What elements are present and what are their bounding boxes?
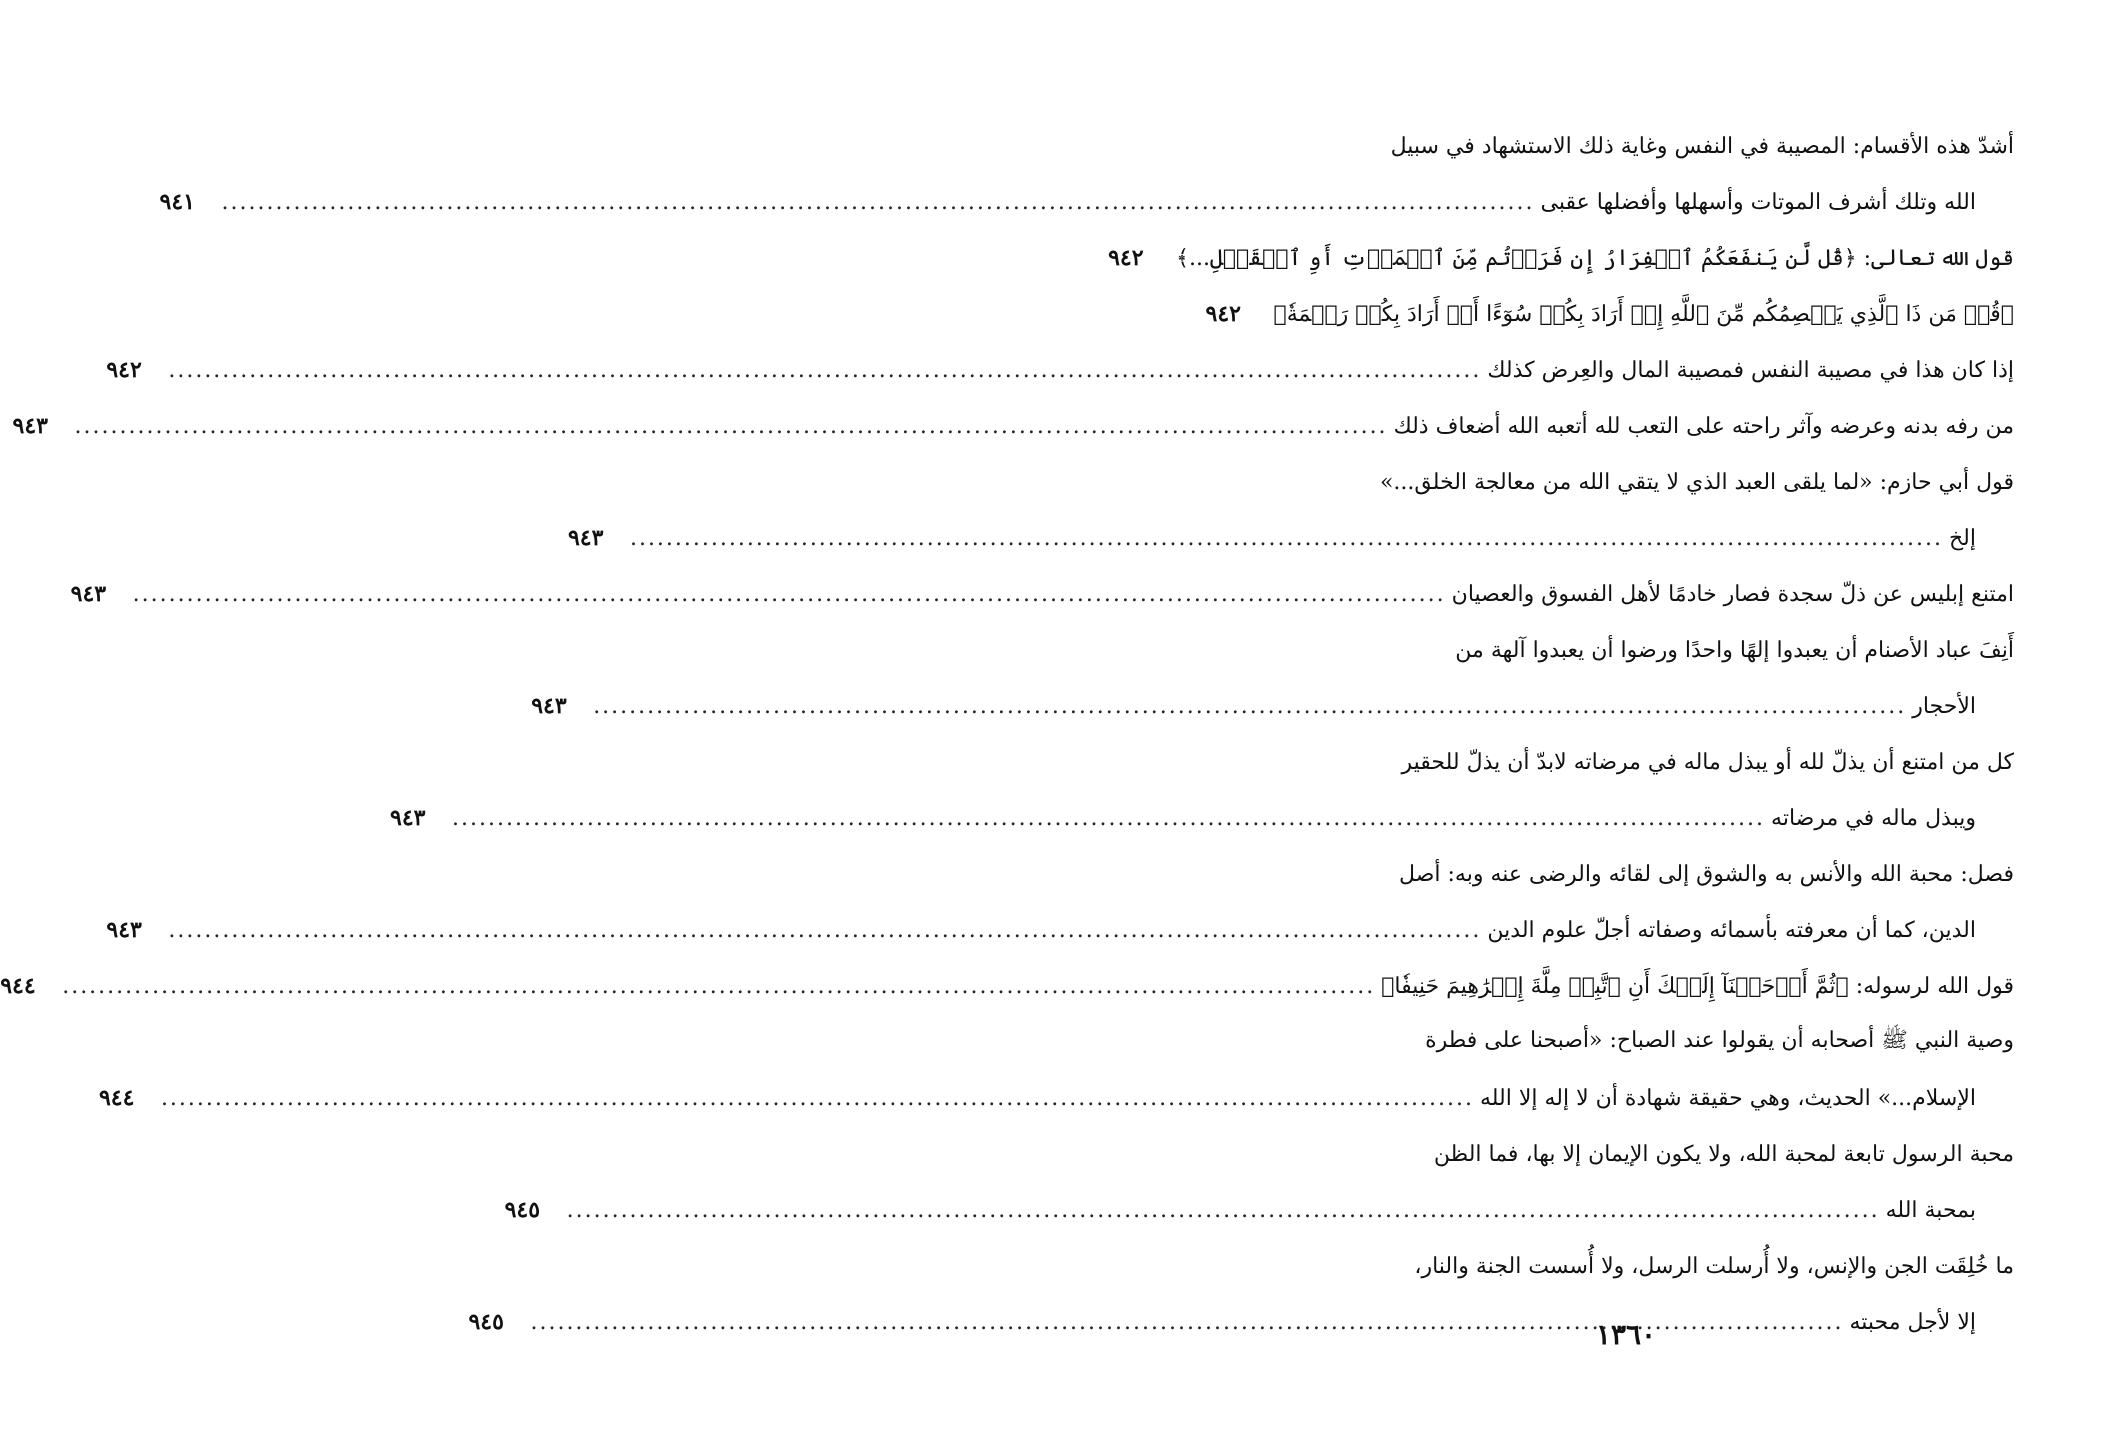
index-entry-line: [1244, 734, 2014, 790]
index-entry-line: [1244, 118, 2014, 174]
index-entry-line: [1108, 230, 2014, 286]
entry-text: فصل: محبة الله والأنس به والشوق إلى لقائه والرضى عنه وبه: أصل: [1399, 861, 2014, 887]
entry-page-number: ٩٤٤: [0, 973, 36, 999]
index-entry-line: [12, 398, 2014, 454]
dot-leader: [452, 806, 1765, 831]
index-entry-line: [1244, 1126, 2014, 1182]
index-entry-line: [504, 1182, 2014, 1238]
dot-leader: [630, 526, 1943, 551]
entry-page-number: ٩٤٣: [567, 525, 604, 551]
entry-page-number: ٩٤٢: [106, 357, 142, 383]
entry-text: الأحجار: [1912, 693, 1976, 719]
index-entry-line: [1205, 286, 2014, 342]
index-entry-line: [1244, 1014, 2014, 1070]
index-entry-line: [106, 902, 2014, 958]
entry-text: إلخ: [1948, 525, 1976, 551]
entry-page-number: ٩٤٣: [106, 917, 142, 943]
entry-page-number: ٩٤٣: [531, 693, 567, 719]
entry-page-number: ٩٤٢: [1205, 301, 1241, 327]
dot-leader: [168, 358, 1481, 383]
page-number: ١٣٦٠: [1595, 1318, 1657, 1351]
entry-text: أشدّ هذه الأقسام: المصيبة في النفس وغاية ذلك الاستشهاد في سبيل: [1390, 133, 2014, 159]
entry-text: الله وتلك أشرف الموتات وأسهلها وأفضلها عقبى: [1540, 189, 1976, 215]
index-entry-line: [0, 958, 2014, 1014]
index-entry-line: [1244, 1238, 2014, 1294]
entry-text: ويبذل ماله في مرضاته: [1771, 805, 1976, 831]
dot-leader: [222, 190, 1535, 215]
dot-leader: [161, 1086, 1474, 1111]
entry-page-number: ٩٤٥: [468, 1309, 504, 1335]
dot-leader: [62, 974, 1375, 999]
entry-text: امتنع إبليس عن ذلّ سجدة فصار خادمًا لأهل الفسوق والعصيان: [1451, 581, 2014, 607]
entry-text: من رفه بدنه وعرضه وآثر راحته على التعب لله أتعبه الله أضعاف ذلك: [1393, 413, 2014, 439]
entry-page-number: ٩٤٢: [1108, 245, 1144, 271]
entry-text: الدين، كما أن معرفته بأسمائه وصفاته أجلّ علوم الدين: [1487, 917, 1976, 943]
entry-text: أَنِفَ عباد الأصنام أن يعبدوا إلهًا واحدًا ورضوا أن يعبدوا آلهة من: [1455, 637, 2014, 663]
entry-page-number: ٩٤٤: [98, 1085, 135, 1111]
entry-text: قول الله لرسوله: ﴿ثُمَّ أَوۡحَيۡنَآ إِلَيۡكَ أَنِ ٱتَّبِعۡ مِلَّةَ إِبۡرَٰهِيمَ حَنِيفٗا﴾: [1381, 973, 2014, 999]
entry-text: قول الله تعالى: ﴿قُل لَّن يَنفَعَكُمُ ٱلۡفِرَارُ إِن فَرَرۡتُم مِّنَ ٱلۡمَوۡتِ أَوِ ٱلۡقَتۡلِ...﴾: [1176, 245, 2014, 271]
index-entry-line: [70, 566, 2014, 622]
entry-text: إلا لأجل محبته: [1849, 1309, 1976, 1335]
dot-leader: [593, 694, 1906, 719]
index-entry-line: [106, 342, 2014, 398]
index-entry-line: [390, 790, 2014, 846]
entry-page-number: ٩٤٥: [504, 1197, 541, 1223]
index-entry-line: [159, 174, 2014, 230]
dot-leader: [168, 918, 1481, 943]
index-entry-line: [1244, 846, 2014, 902]
entry-page-number: ٩٤٣: [390, 805, 426, 831]
index-entry-line: [1244, 622, 2014, 678]
entry-text: ما خُلِقَت الجن والإنس، ولا أُرسلت الرسل، ولا أُسست الجنة والنار،: [1414, 1253, 2014, 1279]
entry-text: قول أبي حازم: «لما يلقى العبد الذي لا يتقي الله من معالجة الخلق...»: [1379, 469, 2014, 495]
entry-text: وصية النبي ﷺ أصحابه أن يقولوا عند الصباح: «أصبحنا على فطرة: [1425, 1028, 2014, 1053]
index-entry-line: [1244, 454, 2014, 510]
entry-text: إذا كان هذا في مصيبة النفس فمصيبة المال والعِرض كذلك: [1487, 357, 2014, 383]
index-entry-line: [98, 1070, 2014, 1126]
dot-leader: [75, 414, 1388, 439]
entry-text: بمحبة الله: [1885, 1197, 1976, 1223]
entry-text: الإسلام...» الحديث، وهي حقيقة شهادة أن لا إله إلا الله: [1479, 1085, 1976, 1111]
entry-page-number: ٩٤٣: [70, 581, 107, 607]
entry-text: محبة الرسول تابعة لمحبة الله، ولا يكون الإيمان إلا بها، فما الظن: [1433, 1141, 2014, 1167]
entry-page-number: ٩٤٣: [12, 413, 48, 439]
entry-page-number: ٩٤١: [159, 189, 195, 215]
index-entry-line: [567, 510, 2014, 566]
entry-text: ﴿قُلۡ مَن ذَا ٱلَّذِي يَعۡصِمُكُم مِّنَ ٱللَّهِ إِنۡ أَرَادَ بِكُمۡ سُوٓءًا أَوۡ أَرَادَ بِكُمۡ رَحۡمَةٗ﴾: [1273, 301, 2014, 327]
entry-text: كل من امتنع أن يذلّ لله أو يبذل ماله في مرضاته لابدّ أن يذلّ للحقير: [1401, 749, 2014, 775]
index-entry-line: [531, 678, 2014, 734]
dot-leader: [567, 1198, 1880, 1223]
dot-leader: [133, 582, 1446, 607]
index-list: [0, 118, 2014, 1350]
